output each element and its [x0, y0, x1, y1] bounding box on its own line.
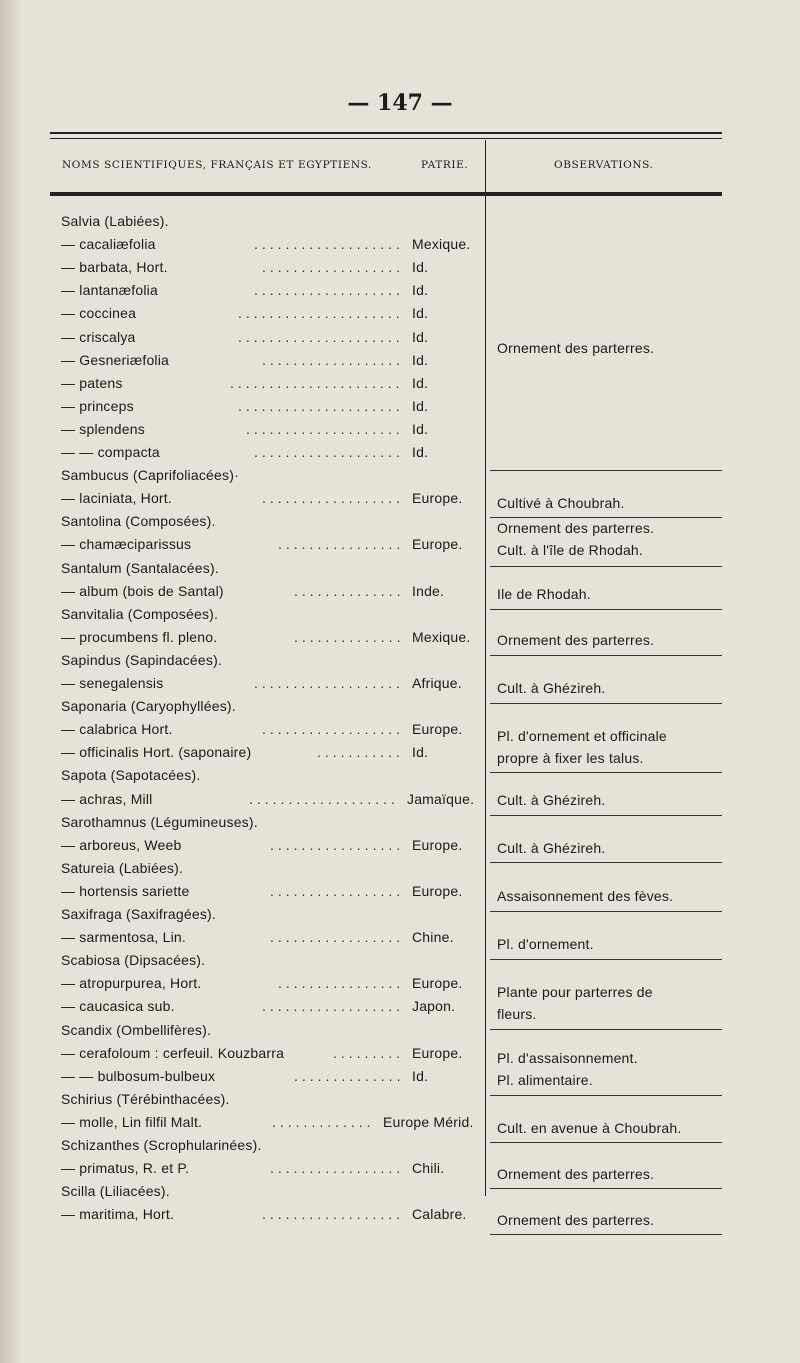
leader-dots: .................: [270, 1160, 405, 1176]
entry-patrie: Id.: [412, 329, 429, 345]
entry-patrie: Mexique.: [412, 236, 471, 252]
entry-row: [61, 814, 481, 834]
observation-rule: [490, 655, 722, 656]
entry-row: [61, 236, 481, 256]
entry-name: — procumbens fl. pleno.: [61, 629, 218, 645]
observation-rule: [490, 1188, 722, 1189]
leader-dots: ..............: [294, 629, 405, 645]
entry-row: [61, 1068, 481, 1088]
entry-name: — primatus, R. et P.: [61, 1160, 190, 1176]
entry-name: Satureia (Labiées).: [61, 860, 184, 876]
entry-patrie: Chili.: [412, 1160, 445, 1176]
entry-row: [61, 305, 481, 325]
entry-name: — laciniata, Hort.: [61, 490, 172, 506]
entry-row: [61, 744, 481, 764]
entry-patrie: Chine.: [412, 929, 454, 945]
column-divider: [485, 196, 486, 1196]
observation-text: Cult. à Ghézireh.: [497, 840, 606, 856]
entry-row: [61, 675, 481, 695]
leader-dots: ...................: [254, 236, 404, 252]
observation-text: Ornement des parterres.: [497, 632, 655, 648]
entry-name: Schizanthes (Scrophularinées).: [61, 1137, 262, 1153]
observation-text: Ornement des parterres.: [497, 1212, 655, 1228]
entry-row: [61, 1045, 481, 1065]
observation-text: Ornement des parterres.: [497, 520, 655, 536]
entry-name: — sarmentosa, Lin.: [61, 929, 186, 945]
entry-name: — lantanæfolia: [61, 282, 158, 298]
entry-row: [61, 652, 481, 672]
entry-name: — maritima, Hort.: [61, 1206, 175, 1222]
entry-patrie: Id.: [412, 398, 429, 414]
entry-name: — splendens: [61, 421, 145, 437]
entry-patrie: Id.: [412, 352, 429, 368]
observation-text: Ornement des parterres.: [497, 1166, 655, 1182]
entry-row: [61, 513, 481, 533]
entry-row: [61, 444, 481, 464]
entry-row: [61, 352, 481, 372]
leader-dots: ..................: [262, 490, 405, 506]
observation-rule: [490, 911, 722, 912]
entry-patrie: Id.: [412, 305, 429, 321]
entry-name: Salvia (Labiées).: [61, 213, 169, 229]
entry-row: [61, 259, 481, 279]
observation-text: propre à fixer les talus.: [497, 750, 644, 766]
entry-row: [61, 213, 481, 233]
entry-row: [61, 1183, 481, 1203]
observation-text: Cultivé à Choubrah.: [497, 495, 625, 511]
header-bottom-rule: [50, 192, 722, 196]
entry-row: [61, 1160, 481, 1180]
entry-name: Sarothamnus (Légumineuses).: [61, 814, 258, 830]
entry-name: Saponaria (Caryophyllées).: [61, 698, 236, 714]
observation-text: Pl. alimentaire.: [497, 1072, 593, 1088]
entry-patrie: Afrique.: [412, 675, 462, 691]
entry-row: [61, 767, 481, 787]
entry-row: [61, 721, 481, 741]
leader-dots: .....................: [238, 398, 404, 414]
leader-dots: ..................: [262, 998, 405, 1014]
entry-name: — cerafoloum : cerfeuil. Kouzbarra: [61, 1045, 285, 1061]
entry-name: Santalum (Santalacées).: [61, 560, 219, 576]
observation-rule: [490, 470, 722, 471]
observation-text: Pl. d'ornement.: [497, 936, 594, 952]
entry-name: — cacaliæfolia: [61, 236, 156, 252]
entry-patrie: Id.: [412, 282, 429, 298]
entry-name: Sambucus (Caprifoliacées)·: [61, 467, 239, 483]
page-number: — 147 —: [347, 90, 453, 116]
entry-patrie: Europe.: [412, 721, 463, 737]
observation-rule: [490, 959, 722, 960]
entry-name: Santolina (Composées).: [61, 513, 216, 529]
entry-name: — hortensis sariette: [61, 883, 190, 899]
observation-text: Cult. à Ghézireh.: [497, 680, 606, 696]
entry-name: Scabiosa (Dipsacées).: [61, 952, 206, 968]
observation-rule: [490, 703, 722, 704]
entry-patrie: Inde.: [412, 583, 445, 599]
entry-row: [61, 606, 481, 626]
leader-dots: ................: [278, 975, 405, 991]
entry-row: [61, 282, 481, 302]
observation-rule: [490, 772, 722, 773]
observation-rule: [490, 862, 722, 863]
leader-dots: .............: [272, 1114, 375, 1130]
leader-dots: ...................: [254, 282, 404, 298]
entry-row: [61, 467, 481, 487]
entry-name: — patens: [61, 375, 123, 391]
header-observations: OBSERVATIONS.: [554, 159, 654, 171]
entry-row: [61, 375, 481, 395]
entry-patrie: Mexique.: [412, 629, 471, 645]
observation-text: Cult. à l'île de Rhodah.: [497, 542, 644, 558]
header-patrie: PATRIE.: [421, 159, 469, 171]
entry-patrie: Calabre.: [412, 1206, 467, 1222]
entry-name: Schirius (Térébinthacées).: [61, 1091, 230, 1107]
entry-name: — Gesneriæfolia: [61, 352, 170, 368]
header-top-rule: [50, 132, 722, 134]
leader-dots: ................: [278, 536, 405, 552]
entry-row: [61, 490, 481, 510]
leader-dots: ...................: [254, 675, 404, 691]
observation-text: Pl. d'assaisonnement.: [497, 1050, 638, 1066]
entry-patrie: Id.: [412, 1068, 429, 1084]
entry-patrie: Europe.: [412, 490, 463, 506]
entry-patrie: Japon.: [412, 998, 456, 1014]
entry-row: [61, 1206, 481, 1226]
entry-row: [61, 629, 481, 649]
entry-name: Sanvitalia (Composées).: [61, 606, 219, 622]
observation-rule: [490, 1142, 722, 1143]
entry-row: [61, 421, 481, 441]
leader-dots: .................: [270, 929, 405, 945]
observation-text: Assaisonnement des fèves.: [497, 888, 674, 904]
entry-name: — coccinea: [61, 305, 137, 321]
entry-patrie: Europe.: [412, 1045, 463, 1061]
entry-patrie: Europe.: [412, 883, 463, 899]
leader-dots: .....................: [238, 305, 404, 321]
observation-text: Cult. en avenue à Choubrah.: [497, 1120, 682, 1136]
leader-dots: .........: [333, 1045, 405, 1061]
entry-row: [61, 929, 481, 949]
entry-patrie: Europe.: [412, 975, 463, 991]
leader-dots: ..................: [262, 1206, 405, 1222]
entry-row: [61, 883, 481, 903]
leader-dots: ....................: [246, 421, 404, 437]
entry-patrie: Id.: [412, 375, 429, 391]
leader-dots: ...................: [254, 444, 404, 460]
entry-row: [61, 1091, 481, 1111]
observation-text: Ornement des parterres.: [497, 340, 655, 356]
entry-row: [61, 536, 481, 556]
entry-row: [61, 398, 481, 418]
header-names: NOMS SCIENTIFIQUES, FRANÇAIS ET EGYPTIENS.: [62, 159, 372, 171]
header-top-rule-thin: [50, 138, 722, 139]
entry-row: [61, 583, 481, 603]
entry-name: — chamæciparissus: [61, 536, 192, 552]
page-edge-shadow: [0, 0, 22, 1363]
entry-patrie: Europe.: [412, 536, 463, 552]
leader-dots: ..................: [262, 721, 405, 737]
entry-patrie: Jamaïque.: [407, 791, 475, 807]
observation-rule: [490, 609, 722, 610]
entry-patrie: Id.: [412, 744, 429, 760]
entry-row: [61, 998, 481, 1018]
entry-row: [61, 791, 481, 811]
observation-rule: [490, 566, 722, 567]
leader-dots: ..............: [294, 583, 405, 599]
leader-dots: .................: [270, 837, 405, 853]
entry-name: — arboreus, Weeb: [61, 837, 182, 853]
entry-name: — calabrica Hort.: [61, 721, 173, 737]
entry-patrie: Id.: [412, 259, 429, 275]
entry-name: — caucasica sub.: [61, 998, 175, 1014]
entry-name: — barbata, Hort.: [61, 259, 168, 275]
entry-name: Sapindus (Sapindacées).: [61, 652, 223, 668]
observation-text: fleurs.: [497, 1006, 537, 1022]
entry-row: [61, 560, 481, 580]
column-divider-header: [485, 140, 486, 192]
leader-dots: ......................: [230, 375, 404, 391]
observation-text: Plante pour parterres de: [497, 984, 653, 1000]
entry-name: — — compacta: [61, 444, 160, 460]
entry-row: [61, 1137, 481, 1157]
entry-name: — achras, Mill: [61, 791, 153, 807]
entry-row: [61, 698, 481, 718]
leader-dots: .....................: [238, 329, 404, 345]
leader-dots: ..................: [262, 352, 405, 368]
entry-name: — officinalis Hort. (saponaire): [61, 744, 252, 760]
observation-text: Pl. d'ornement et officinale: [497, 728, 667, 744]
entry-row: [61, 837, 481, 857]
entry-row: [61, 975, 481, 995]
leader-dots: ..................: [262, 259, 405, 275]
entry-name: — senegalensis: [61, 675, 164, 691]
entry-name: Scilla (Liliacées).: [61, 1183, 170, 1199]
entry-name: — criscalya: [61, 329, 136, 345]
entry-name: — molle, Lin filfil Malt.: [61, 1114, 203, 1130]
entry-name: — atropurpurea, Hort.: [61, 975, 202, 991]
entry-patrie: Id.: [412, 421, 429, 437]
entry-patrie: Id.: [412, 444, 429, 460]
entry-name: — album (bois de Santal): [61, 583, 224, 599]
entry-name: Sapota (Sapotacées).: [61, 767, 201, 783]
entry-name: Saxifraga (Saxifragées).: [61, 906, 216, 922]
entry-row: [61, 906, 481, 926]
leader-dots: ...........: [317, 744, 404, 760]
entry-row: [61, 1022, 481, 1042]
entry-row: [61, 1114, 481, 1134]
observation-rule: [490, 1095, 722, 1096]
observation-rule: [490, 1234, 722, 1235]
observation-rule: [490, 517, 722, 518]
entry-row: [61, 329, 481, 349]
entry-name: — princeps: [61, 398, 134, 414]
observation-text: Cult. à Ghézireh.: [497, 792, 606, 808]
entry-patrie: Europe Mérid.: [383, 1114, 474, 1130]
observation-rule: [490, 1029, 722, 1030]
entry-name: — — bulbosum-bulbeux: [61, 1068, 216, 1084]
entry-patrie: Europe.: [412, 837, 463, 853]
entry-row: [61, 952, 481, 972]
observation-rule: [490, 815, 722, 816]
entry-name: Scandix (Ombellifères).: [61, 1022, 212, 1038]
leader-dots: ...................: [249, 791, 399, 807]
leader-dots: .................: [270, 883, 405, 899]
entry-row: [61, 860, 481, 880]
observation-text: Ile de Rhodah.: [497, 586, 591, 602]
leader-dots: ..............: [294, 1068, 405, 1084]
